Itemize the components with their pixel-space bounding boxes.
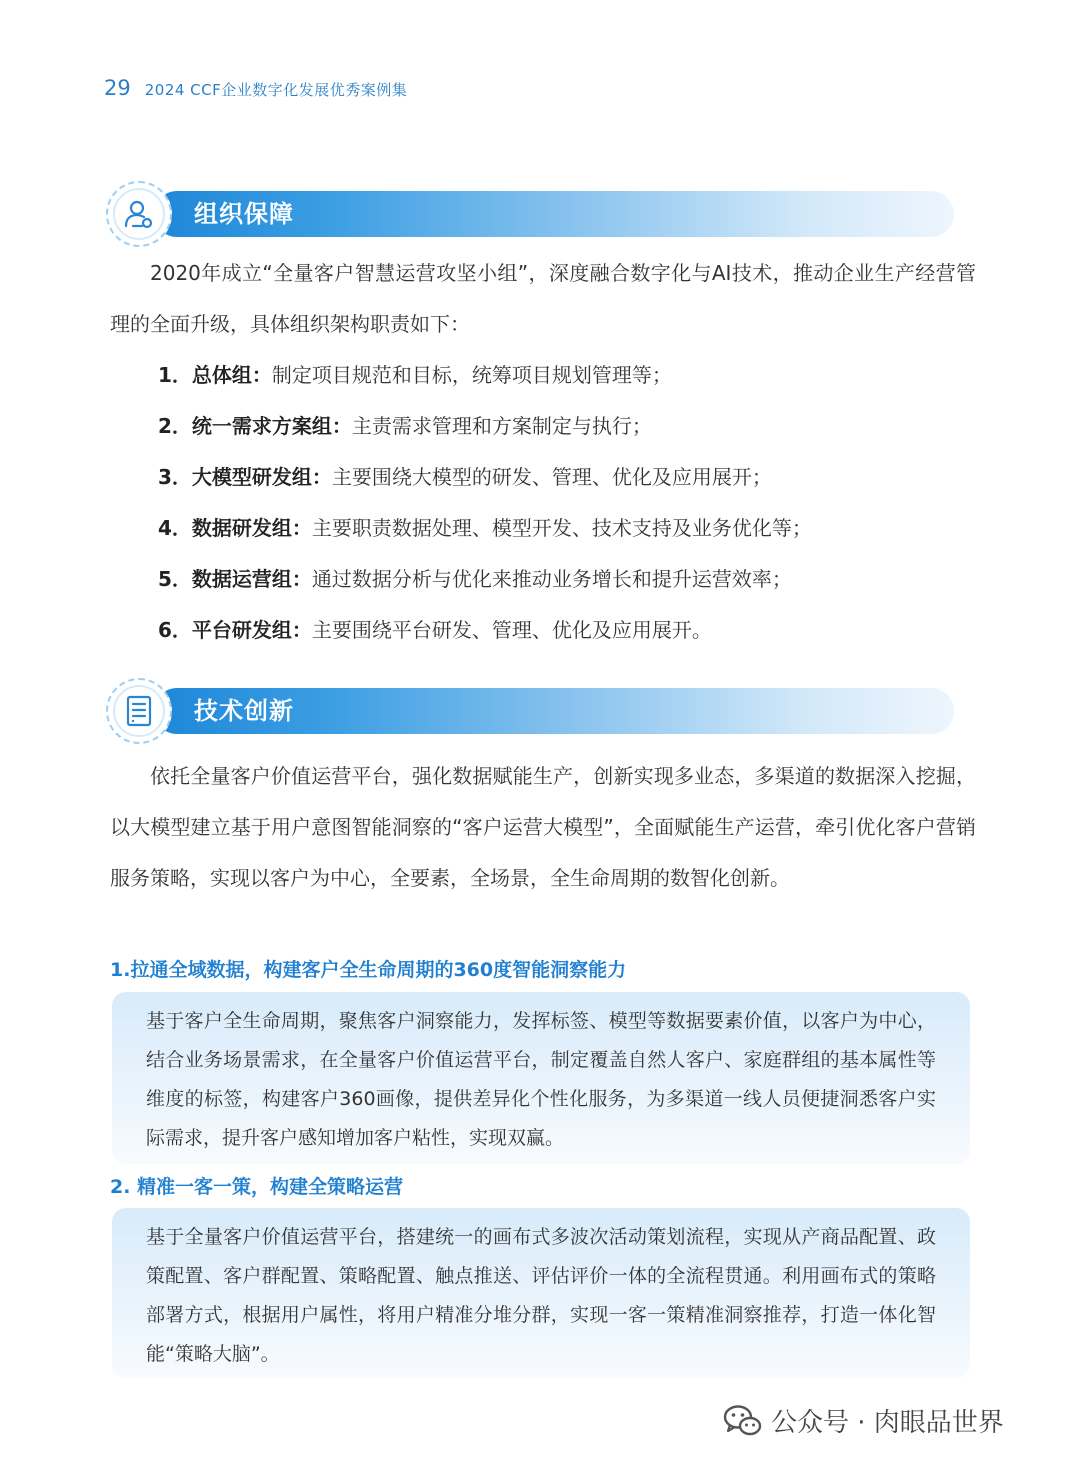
list-item-text: 主要围绕大模型的研发、管理、优化及应用展开；	[331, 465, 772, 489]
list-item	[158, 401, 812, 452]
list-item-text: 主要围绕平台研发、管理、优化及应用展开。	[311, 618, 712, 642]
section2-intro	[110, 751, 976, 904]
section-heading-organization	[106, 181, 956, 249]
list-item-head: 3．大模型研发组：	[158, 465, 332, 489]
list-item	[158, 350, 812, 401]
section-icon-badge	[106, 181, 172, 247]
intro-paragraph: 依托全量客户价值运营平台，强化数据赋能生产，创新实现多业态，多渠道的数据深入挖掘，以大模型建立基于用户意图智能洞察的“客户运营大模型”，全面赋能生产运营，牵引优化客户营销服务策略，实现以客户为中心，全要素，全场景，全生命周期的数智化创新。	[110, 764, 976, 890]
list-item	[158, 605, 812, 656]
subsection-heading-1: 1.拉通全域数据，构建客户全生命周期的360度智能洞察能力	[110, 959, 627, 981]
section-title: 组织保障	[194, 200, 294, 228]
list-item-head: 2．统一需求方案组：	[158, 414, 352, 438]
watermark	[723, 1402, 1004, 1439]
org-responsibility-list	[158, 350, 812, 656]
list-item	[158, 554, 812, 605]
watermark-text: 公众号 · 肉眼品世界	[771, 1408, 1004, 1438]
subsection-body-2: 基于全量客户价值运营平台，搭建统一的画布式多波次活动策划流程，实现从产商品配置、政策配置、客户群配置、策略配置、触点推送、评估评价一体的全流程贯通。利用画布式的策略部署方式，根据用户属性，将用户精准分堆分群，实现一客一策精准洞察推荐，打造一体化智能“策略大脑”。	[112, 1208, 970, 1378]
list-item-head: 4．数据研发组：	[158, 516, 312, 540]
section-icon-badge	[106, 678, 172, 744]
list-item-text: 通过数据分析与优化来推动业务增长和提升运营效率；	[311, 567, 792, 591]
people-org-icon	[122, 197, 156, 231]
intro-paragraph: 2020年成立“全量客户智慧运营攻坚小组”，深度融合数字化与AI技术，推动企业生产经营管理的全面升级，具体组织架构职责如下：	[110, 261, 976, 336]
subsection-heading-2: 2. 精准一客一策，构建全策略运营	[110, 1176, 404, 1198]
list-item-text: 制定项目规范和目标，统筹项目规划管理等；	[271, 363, 672, 387]
list-item	[158, 452, 812, 503]
section-heading-tech-innovation	[106, 678, 956, 746]
wechat-icon	[723, 1404, 763, 1438]
list-item-text: 主要职责数据处理、模型开发、技术支持及业务优化等；	[311, 516, 812, 540]
subsection-body-1: 基于客户全生命周期，聚焦客户洞察能力，发挥标签、模型等数据要素价值，以客户为中心，结合业务场景需求，在全量客户价值运营平台，制定覆盖自然人客户、家庭群组的基本属性等维度的标签，构建客户360画像，提供差异化个性化服务，为多渠道一线人员便捷洞悉客户实际需求，提升客户感知增加客户粘性，实现双赢。	[112, 992, 970, 1164]
server-list-icon	[124, 694, 154, 728]
section-title: 技术创新	[194, 697, 294, 725]
header-title: 2024 CCF企业数字化发展优秀案例集	[144, 81, 408, 99]
page-number: 29	[104, 76, 131, 100]
list-item-head: 1．总体组：	[158, 363, 272, 387]
section1-intro	[110, 248, 976, 350]
page-header	[104, 76, 407, 100]
list-item	[158, 503, 812, 554]
list-item-head: 6．平台研发组：	[158, 618, 312, 642]
list-item-head: 5．数据运营组：	[158, 567, 312, 591]
list-item-text: 主责需求管理和方案制定与执行；	[351, 414, 652, 438]
